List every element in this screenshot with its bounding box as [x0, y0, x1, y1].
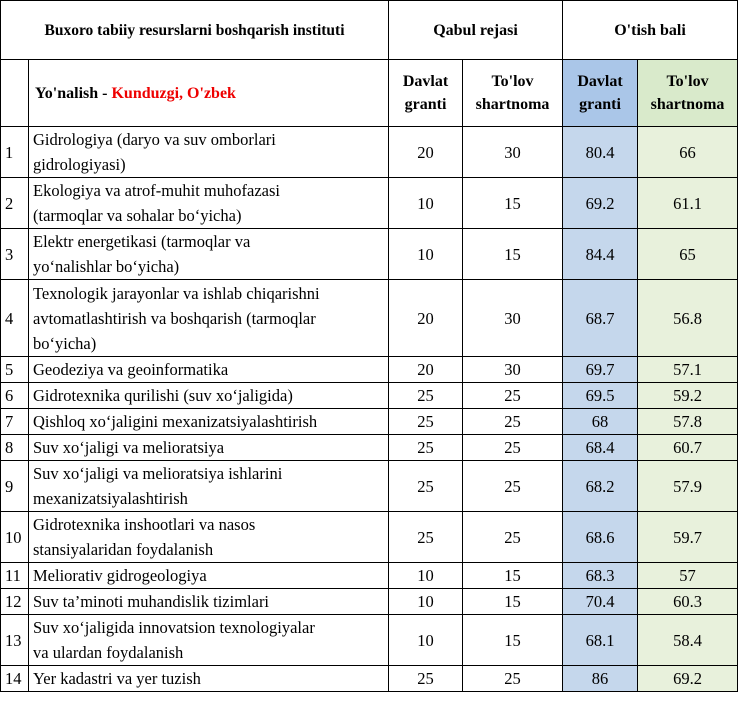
- row-number: 5: [1, 357, 29, 383]
- score-grant-cell: 69.2: [563, 178, 638, 229]
- direction-name-line: avtomatlashtirish va boshqarish (tarmoqlar: [33, 308, 316, 328]
- score-contract-cell: 60.3: [638, 589, 738, 615]
- score-grant-cell: 69.7: [563, 357, 638, 383]
- direction-name-line: Suv ta’minoti muhandislik tizimlari: [33, 592, 270, 611]
- plan-contract-cell: 25: [463, 383, 563, 409]
- plan-grant-cell: 25: [389, 512, 463, 563]
- passing-score-header: O'tish bali: [563, 1, 738, 60]
- plan-contract-cell: 25: [463, 512, 563, 563]
- score-contract-cell: 57.9: [638, 461, 738, 512]
- plan-contract-cell: 30: [463, 280, 563, 357]
- score-grant-cell: 68.6: [563, 512, 638, 563]
- direction-name-line: Suv xo‘jaligida innovatsion texnologiyalar: [33, 618, 315, 637]
- plan-contract-cell: 30: [463, 127, 563, 178]
- score-grant-cell: 68.4: [563, 435, 638, 461]
- row-number: 12: [1, 589, 29, 615]
- plan-contract-cell: 25: [463, 461, 563, 512]
- table-row: [1, 589, 738, 615]
- header-row-1: [1, 1, 738, 60]
- direction-name: [29, 357, 389, 383]
- score-grant-cell: 68.7: [563, 280, 638, 357]
- direction-name-line: yo‘nalishlar bo‘yicha): [33, 257, 180, 276]
- study-form-label: Kunduzgi, O'zbek: [111, 84, 236, 102]
- direction-name-line: Gidrologiya (daryo va suv omborlari: [33, 130, 276, 149]
- table-row: [1, 280, 738, 357]
- score-contract-header: To'lov shartnoma: [638, 60, 738, 127]
- score-grant-cell: 68.2: [563, 461, 638, 512]
- score-contract-cell: 60.7: [638, 435, 738, 461]
- direction-name-line: bo‘yicha): [33, 333, 97, 353]
- row-number: 11: [1, 563, 29, 589]
- score-grant-cell: 68.1: [563, 615, 638, 666]
- table-body: [1, 127, 738, 692]
- score-contract-cell: 56.8: [638, 280, 738, 357]
- score-grant-cell: 86: [563, 666, 638, 692]
- direction-name: [29, 280, 389, 357]
- plan-grant-cell: 20: [389, 357, 463, 383]
- plan-grant-header: Davlat granti: [389, 60, 463, 127]
- table-row: [1, 461, 738, 512]
- direction-name: [29, 615, 389, 666]
- row-number: 3: [1, 229, 29, 280]
- direction-header: [29, 60, 389, 127]
- direction-name-line: Suv xo‘jaligi va melioratsiya: [33, 438, 225, 457]
- score-contract-cell: 59.2: [638, 383, 738, 409]
- row-number: 9: [1, 461, 29, 512]
- direction-name-line: Suv xo‘jaligi va melioratsiya ishlarini: [33, 464, 283, 483]
- plan-contract-cell: 15: [463, 589, 563, 615]
- header-row-2: [1, 60, 738, 127]
- score-grant-cell: 70.4: [563, 589, 638, 615]
- row-number: 10: [1, 512, 29, 563]
- direction-label: Yo'nalish -: [35, 84, 112, 102]
- direction-name-line: Gidrotexnika inshootlari va nasos: [33, 515, 256, 534]
- direction-name: [29, 178, 389, 229]
- score-contract-cell: 66: [638, 127, 738, 178]
- direction-name-line: va ulardan foydalanish: [33, 643, 184, 662]
- score-contract-cell: 61.1: [638, 178, 738, 229]
- row-number: 8: [1, 435, 29, 461]
- direction-name: [29, 512, 389, 563]
- table-row: [1, 615, 738, 666]
- plan-contract-cell: 15: [463, 563, 563, 589]
- direction-name-line: Gidrotexnika qurilishi (suv xo‘jaligida): [33, 386, 293, 405]
- table-row: [1, 127, 738, 178]
- score-grant-cell: 84.4: [563, 229, 638, 280]
- table-row: [1, 512, 738, 563]
- score-contract-cell: 69.2: [638, 666, 738, 692]
- plan-grant-cell: 25: [389, 409, 463, 435]
- plan-contract-cell: 15: [463, 615, 563, 666]
- institute-title: Buxoro tabiiy resurslarni boshqarish instituti: [1, 1, 389, 60]
- score-contract-cell: 57.1: [638, 357, 738, 383]
- row-number: 7: [1, 409, 29, 435]
- table-row: [1, 666, 738, 692]
- direction-name-line: Qishloq xo‘jaligini mexanizatsiyalashtirish: [33, 412, 318, 431]
- direction-name: [29, 229, 389, 280]
- direction-name-line: stansiyalaridan foydalanish: [33, 540, 214, 559]
- plan-contract-cell: 15: [463, 229, 563, 280]
- score-grant-cell: 68: [563, 409, 638, 435]
- direction-name-line: Meliorativ gidrogeologiya: [33, 566, 207, 585]
- row-number: 6: [1, 383, 29, 409]
- direction-name: [29, 461, 389, 512]
- plan-grant-cell: 25: [389, 383, 463, 409]
- direction-name: [29, 563, 389, 589]
- plan-grant-cell: 10: [389, 563, 463, 589]
- admission-plan-header: Qabul rejasi: [389, 1, 563, 60]
- row-number: 14: [1, 666, 29, 692]
- direction-name-line: Geodeziya va geoinformatika: [33, 360, 229, 379]
- plan-grant-cell: 10: [389, 229, 463, 280]
- score-grant-header: Davlat granti: [563, 60, 638, 127]
- table-row: [1, 178, 738, 229]
- direction-name-line: Ekologiya va atrof-muhit muhofazasi: [33, 181, 280, 200]
- plan-grant-cell: 25: [389, 666, 463, 692]
- direction-name: [29, 383, 389, 409]
- direction-name: [29, 435, 389, 461]
- score-contract-cell: 57.8: [638, 409, 738, 435]
- row-number: 1: [1, 127, 29, 178]
- plan-grant-cell: 10: [389, 178, 463, 229]
- plan-contract-cell: 25: [463, 435, 563, 461]
- table-row: [1, 409, 738, 435]
- plan-contract-cell: 15: [463, 178, 563, 229]
- table-row: [1, 435, 738, 461]
- score-contract-cell: 57: [638, 563, 738, 589]
- plan-contract-header: To'lov shartnoma: [463, 60, 563, 127]
- score-contract-cell: 65: [638, 229, 738, 280]
- direction-name-line: Texnologik jarayonlar va ishlab chiqarishni: [33, 283, 320, 303]
- direction-name-line: gidrologiyasi): [33, 155, 126, 174]
- row-number: 13: [1, 615, 29, 666]
- score-grant-cell: 68.3: [563, 563, 638, 589]
- plan-grant-cell: 20: [389, 127, 463, 178]
- plan-grant-cell: 10: [389, 589, 463, 615]
- table-row: [1, 229, 738, 280]
- row-number: 4: [1, 280, 29, 357]
- plan-contract-cell: 25: [463, 409, 563, 435]
- row-number: 2: [1, 178, 29, 229]
- score-grant-cell: 80.4: [563, 127, 638, 178]
- direction-name-line: mexanizatsiyalashtirish: [33, 489, 188, 508]
- score-grant-cell: 69.5: [563, 383, 638, 409]
- table-row: [1, 357, 738, 383]
- direction-name-line: Yer kadastri va yer tuzish: [33, 669, 201, 688]
- direction-name: [29, 127, 389, 178]
- direction-name: [29, 589, 389, 615]
- score-contract-cell: 58.4: [638, 615, 738, 666]
- plan-grant-cell: 25: [389, 461, 463, 512]
- direction-name: [29, 666, 389, 692]
- direction-name-line: (tarmoqlar va sohalar bo‘yicha): [33, 206, 242, 225]
- score-contract-cell: 59.7: [638, 512, 738, 563]
- plan-grant-cell: 20: [389, 280, 463, 357]
- plan-grant-cell: 25: [389, 435, 463, 461]
- table-row: [1, 383, 738, 409]
- plan-contract-cell: 30: [463, 357, 563, 383]
- table-row: [1, 563, 738, 589]
- plan-grant-cell: 10: [389, 615, 463, 666]
- direction-name: [29, 409, 389, 435]
- direction-name-line: Elektr energetikasi (tarmoqlar va: [33, 232, 251, 251]
- plan-contract-cell: 25: [463, 666, 563, 692]
